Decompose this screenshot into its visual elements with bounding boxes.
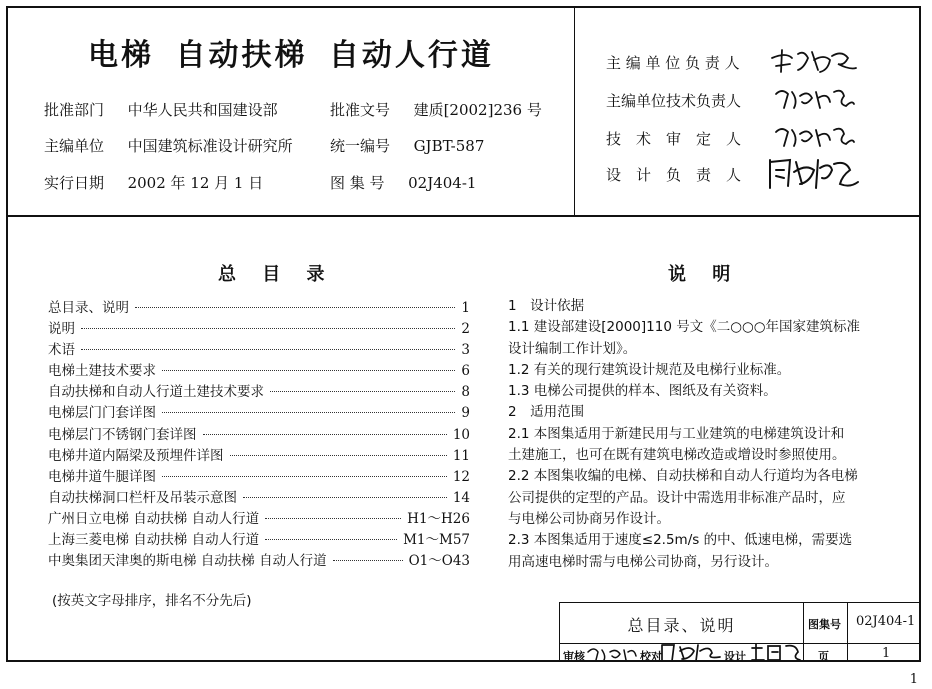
toc-item[interactable]: 术语 3 <box>48 342 470 359</box>
check-signature <box>660 641 722 663</box>
note-line: 设计编制工作计划》。 <box>508 340 637 357</box>
approve-doc-row <box>330 99 542 120</box>
title-block-divider <box>847 603 848 661</box>
check-label: 校对 <box>640 650 662 663</box>
header-bottom-rule <box>8 215 919 217</box>
chief-unit-leader-row <box>606 52 766 73</box>
toc-item[interactable]: 说明 2 <box>48 321 470 338</box>
review-label: 审核 <box>563 650 585 663</box>
design-signature <box>750 642 802 662</box>
toc-item[interactable]: 自动扶梯和自动人行道土建技术要求 8 <box>48 384 470 401</box>
approve-dept-value: 中华人民共和国建设部 <box>127 101 278 119</box>
approve-doc-label: 批准文号 <box>330 101 391 119</box>
toc-item[interactable]: 中奥集团天津奥的斯电梯 自动扶梯 自动人行道 O1～O43 <box>48 553 470 570</box>
toc-list <box>48 296 470 570</box>
toc-item[interactable]: 上海三菱电梯 自动扶梯 自动人行道 M1～M57 <box>48 532 470 549</box>
notes-heading: 说 明 <box>668 264 741 285</box>
toc-item[interactable]: 电梯井道牛腿详图 12 <box>48 468 470 485</box>
toc-item[interactable]: 电梯土建技术要求 6 <box>48 363 470 380</box>
design-label: 设计 <box>724 650 746 663</box>
chief-tech-leader-row <box>606 90 766 111</box>
editor-unit-row <box>44 135 293 156</box>
atlas-no-value: 02J404-1 <box>408 174 477 192</box>
unified-no-label: 统一编号 <box>330 137 391 155</box>
editor-unit-value: 中国建筑标准设计研究所 <box>127 137 293 155</box>
note-line: 与电梯公司协商另作设计。 <box>508 510 670 527</box>
atlas-no-row <box>330 172 476 193</box>
toc-item[interactable]: 电梯层门不锈钢门套详图 10 <box>48 426 470 443</box>
title-block <box>559 602 921 662</box>
page-title: 电梯 自动扶梯 自动人行道 <box>88 38 494 73</box>
effective-date-label: 实行日期 <box>44 174 105 192</box>
approve-dept-label: 批准部门 <box>44 101 105 119</box>
page-number: 1 <box>909 672 918 687</box>
design-leader-row <box>606 164 766 185</box>
editor-unit-label: 主编单位 <box>44 137 105 155</box>
design-leader-label: 设 计 负 责 人 <box>606 166 742 184</box>
tech-reviewer-label: 技 术 审 定 人 <box>606 130 742 148</box>
note-line: 1.1 建设部建设[2000]110 号文《二○○○年国家建筑标准 <box>508 319 861 336</box>
toc-note: (按英文字母排序，排名不分先后) <box>52 593 252 609</box>
header-divider <box>574 8 575 215</box>
sheet-title: 总目录、说明 <box>627 616 736 635</box>
note-line: 2.2 本图集收编的电梯、自动扶梯和自动人行道均为各电梯 <box>508 468 858 485</box>
toc-item[interactable]: 广州日立电梯 自动扶梯 自动人行道 H1～H26 <box>48 510 470 527</box>
toc-item[interactable]: 总目录、说明 1 <box>48 300 470 316</box>
signature-1 <box>768 44 860 78</box>
approve-doc-value: 建质[2002]236 号 <box>413 101 542 119</box>
effective-date-value: 2002 年 12 月 1 日 <box>127 174 264 192</box>
unified-no-row <box>330 135 484 156</box>
review-signature <box>586 644 638 662</box>
note-line: 土建施工，也可在既有建筑电梯改造或增设时参照使用。 <box>508 447 846 464</box>
note-line: 2 适用范围 <box>508 404 585 421</box>
note-line: 1.2 有关的现行建筑设计规范及电梯行业标准。 <box>508 361 791 378</box>
note-line: 公司提供的定型的产品。设计中需选用非标准产品时，应 <box>508 489 846 506</box>
note-line: 2.3 本图集适用于速度≤2.5m/s 的中、低速电梯，需要选 <box>508 532 853 549</box>
signature-3 <box>772 122 856 152</box>
note-line: 用高速电梯时需与电梯公司协商，另行设计。 <box>508 553 778 570</box>
toc-item[interactable]: 电梯层门门套详图 9 <box>48 405 470 422</box>
notes-list <box>508 296 884 573</box>
sheet-page: 1 <box>882 646 891 661</box>
unified-no-value: GJBT-587 <box>413 137 485 155</box>
atlas-no-label: 图 集 号 <box>330 174 385 192</box>
note-line: 2.1 本图集适用于新建民用与工业建筑的电梯建筑设计和 <box>508 425 845 442</box>
atlas-no: 02J404-1 <box>856 614 916 629</box>
toc-item[interactable]: 电梯井道内隔梁及预埋件详图 11 <box>48 447 470 464</box>
chief-unit-leader-label: 主 编 单 位 负 责 人 <box>606 54 740 72</box>
chief-tech-leader-label: 主编单位技术负责人 <box>606 92 742 110</box>
page-label: 页 <box>818 650 829 663</box>
effective-date-row <box>44 172 263 193</box>
note-line: 1 设计依据 <box>508 298 585 314</box>
title-block-divider <box>803 603 804 661</box>
toc-heading: 总 目 录 <box>218 264 335 285</box>
signature-2 <box>772 84 856 114</box>
signature-4 <box>766 154 860 194</box>
approve-dept-row <box>44 99 278 120</box>
toc-item[interactable]: 自动扶梯洞口栏杆及吊装示意图 14 <box>48 489 470 506</box>
tech-reviewer-row <box>606 128 766 149</box>
note-line: 1.3 电梯公司提供的样本、图纸及有关资料。 <box>508 383 777 400</box>
atlas-label: 图集号 <box>808 618 841 631</box>
